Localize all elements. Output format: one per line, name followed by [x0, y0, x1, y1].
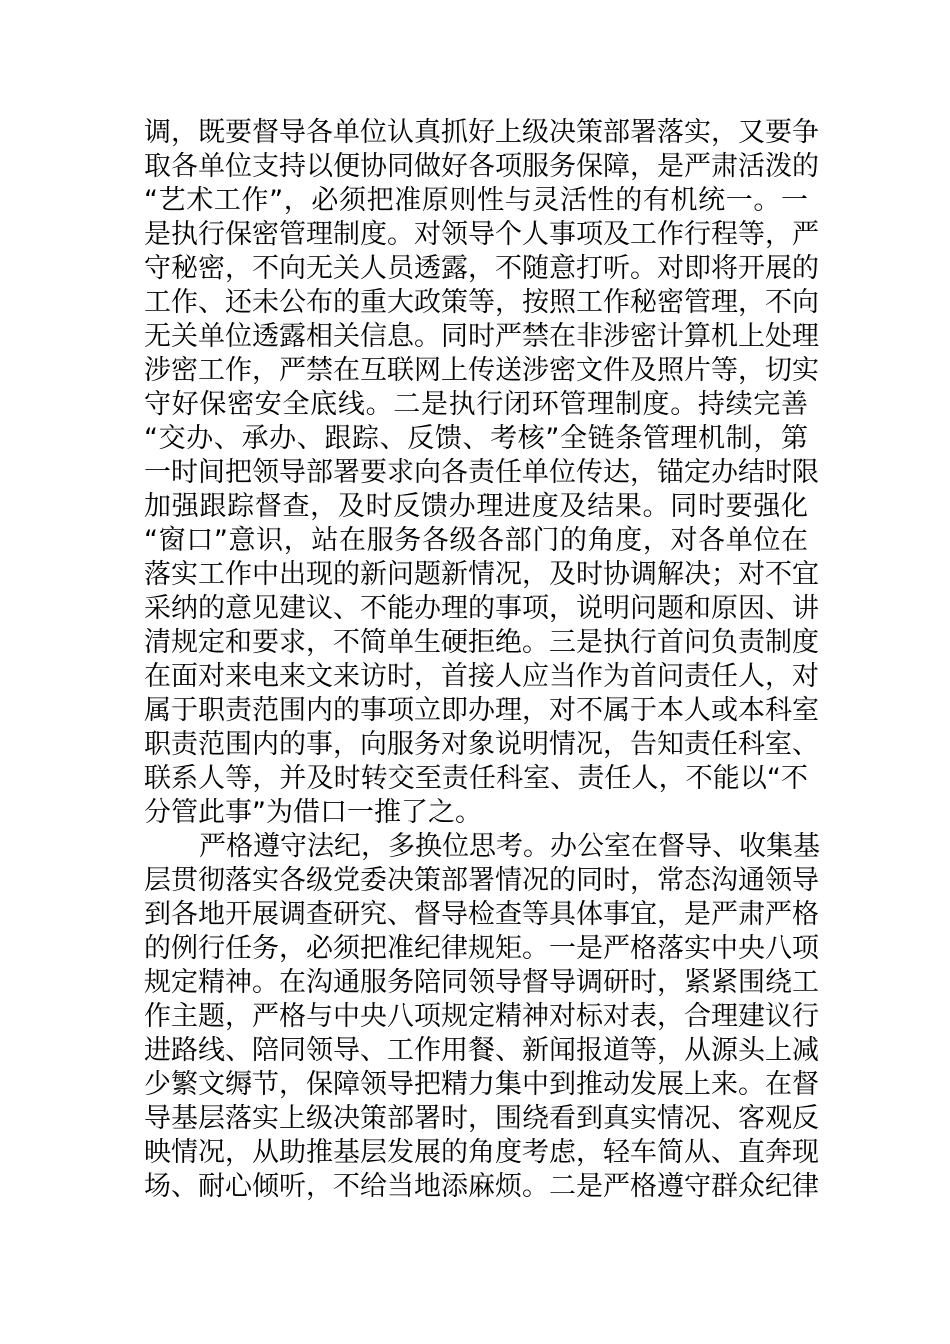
text-line: 作主题，严格与中央八项规定精神对标对表，合理建议行	[144, 1001, 819, 1032]
text-line: 守秘密，不向无关人员透露，不随意打听。对即将开展的	[144, 253, 819, 284]
document-body	[144, 116, 820, 1204]
text-line: 联系人等，并及时转交至责任科室、责任人，不能以“不	[144, 763, 808, 794]
text-line: 导基层落实上级决策部署时，围绕看到真实情况、客观反	[144, 1103, 819, 1134]
text-line: 加强跟踪督查，及时反馈办理进度及结果。同时要强化	[144, 491, 808, 522]
text-line: “艺术工作”，必须把准原则性与灵活性的有机统一。一	[144, 185, 808, 216]
text-line: 在面对来电来文来访时，首接人应当作为首问责任人，对	[144, 661, 819, 692]
text-line: 无关单位透露相关信息。同时严禁在非涉密计算机上处理	[144, 321, 819, 352]
text-line: 涉密工作，严禁在互联网上传送涉密文件及照片等，切实	[144, 355, 819, 386]
text-line: “窗口”意识，站在服务各级各部门的角度，对各单位在	[144, 525, 808, 556]
text-line: 规定精神。在沟通服务陪同领导督导调研时，紧紧围绕工	[144, 967, 819, 998]
text-line: 属于职责范围内的事项立即办理，对不属于本人或本科室	[144, 695, 819, 726]
text-line: 职责范围内的事，向服务对象说明情况，告知责任科室、	[144, 729, 819, 760]
text-line: 工作、还未公布的重大政策等，按照工作秘密管理，不向	[144, 287, 819, 318]
text-line: 到各地开展调查研究、督导检查等具体事宜，是严肃严格	[144, 899, 819, 930]
text-line: 映情况，从助推基层发展的角度考虑，轻车简从、直奔现	[144, 1137, 819, 1168]
text-line: 分管此事”为借口一推了之。	[144, 797, 482, 828]
text-line: 守好保密安全底线。二是执行闭环管理制度。持续完善	[144, 389, 808, 420]
text-line: 一时间把领导部署要求向各责任单位传达，锚定办结时限	[144, 457, 819, 488]
text-line: 落实工作中出现的新问题新情况，及时协调解决；对不宜	[144, 559, 819, 590]
text-line: 调，既要督导各单位认真抓好上级决策部署落实，又要争	[144, 117, 819, 148]
text-line: 进路线、陪同领导、工作用餐、新闻报道等，从源头上减	[144, 1035, 819, 1066]
text-line: 场、耐心倾听，不给当地添麻烦。二是严格遵守群众纪律	[144, 1171, 819, 1202]
text-line: “交办、承办、跟踪、反馈、考核”全链条管理机制，第	[144, 423, 808, 454]
text-line: 的例行任务，必须把准纪律规矩。一是严格落实中央八项	[144, 933, 819, 964]
text-line: 严格遵守法纪，多换位思考。办公室在督导、收集基	[199, 831, 820, 862]
text-line: 层贯彻落实各级党委决策部署情况的同时，常态沟通领导	[144, 865, 819, 896]
text-line: 少繁文缛节，保障领导把精力集中到推动发展上来。在督	[144, 1069, 819, 1100]
paragraph-1	[144, 116, 819, 830]
paragraph-2	[144, 830, 820, 1204]
text-line: 采纳的意见建议、不能办理的事项，说明问题和原因、讲	[144, 593, 819, 624]
text-line: 清规定和要求，不简单生硬拒绝。三是执行首问负责制度	[144, 627, 819, 658]
text-line: 是执行保密管理制度。对领导个人事项及工作行程等，严	[144, 219, 819, 250]
text-line: 取各单位支持以便协同做好各项服务保障，是严肃活泼的	[144, 151, 819, 182]
